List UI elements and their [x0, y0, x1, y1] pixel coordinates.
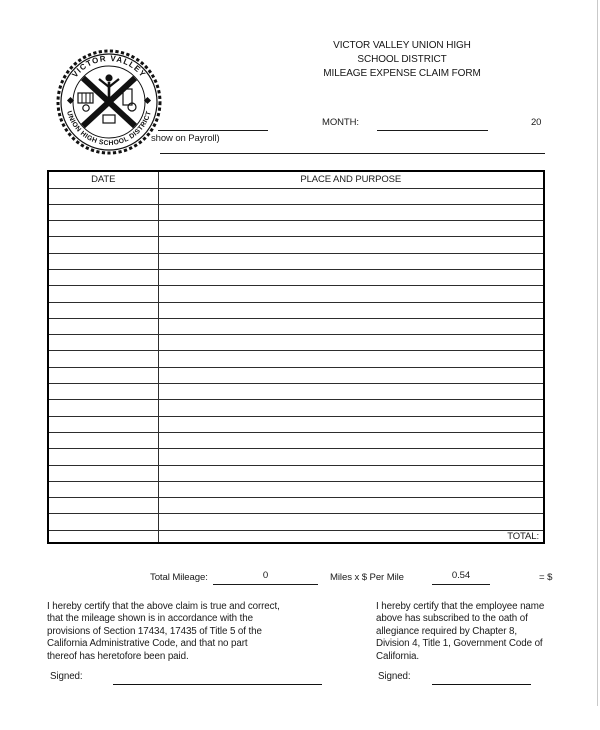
date-cell[interactable] — [48, 514, 158, 530]
table-row — [48, 367, 544, 383]
cert-left-line: I hereby certify that the above claim is true and correct, — [47, 601, 280, 612]
cert-left-line: thereof has heretofore been paid. — [47, 650, 189, 662]
cert-right-line: allegiance required by Chapter 8, — [376, 625, 518, 637]
supervisor-signature-field[interactable] — [432, 671, 531, 685]
place-cell[interactable] — [158, 221, 544, 237]
table-row — [48, 286, 544, 302]
place-cell[interactable] — [158, 465, 544, 481]
name-caption: show on Payroll) — [151, 133, 220, 144]
place-cell[interactable] — [158, 188, 544, 204]
date-cell[interactable] — [48, 351, 158, 367]
date-cell[interactable] — [48, 465, 158, 481]
certification-right — [376, 601, 574, 663]
mileage-table — [47, 170, 545, 544]
cert-right-line: Division 4, Title 1, Government Code of — [376, 638, 543, 650]
place-cell[interactable] — [158, 400, 544, 416]
seal-top-text: VICTOR VALLEY — [70, 53, 148, 80]
place-cell[interactable] — [158, 449, 544, 465]
place-cell[interactable] — [158, 335, 544, 351]
date-cell[interactable] — [48, 286, 158, 302]
table-row — [48, 384, 544, 400]
date-cell[interactable] — [48, 318, 158, 334]
place-cell[interactable] — [158, 237, 544, 253]
date-cell[interactable] — [48, 449, 158, 465]
signed-right-label: Signed: — [378, 671, 411, 682]
table-row — [48, 400, 544, 416]
date-cell[interactable] — [48, 384, 158, 400]
month-field[interactable] — [377, 117, 488, 131]
table-row — [48, 253, 544, 269]
place-cell[interactable] — [158, 481, 544, 497]
header-divider-rule — [160, 153, 545, 154]
page-edge-line — [597, 0, 598, 706]
table-row — [48, 481, 544, 497]
place-cell[interactable] — [158, 432, 544, 448]
total-mileage-field[interactable]: 0 — [213, 570, 318, 585]
cert-left-line: provisions of Section 17434, 17435 of Title 5 of the — [47, 625, 262, 637]
place-cell[interactable] — [158, 416, 544, 432]
district-seal — [55, 45, 163, 159]
table-header-row — [48, 171, 544, 188]
year-prefix: 20 — [531, 117, 542, 128]
totals-row — [0, 570, 600, 588]
employee-signature-field[interactable] — [113, 671, 322, 685]
table-row — [48, 432, 544, 448]
seal-bottom-text: UNION HIGH SCHOOL DISTRICT — [65, 110, 153, 148]
employee-name-field[interactable] — [158, 117, 268, 131]
date-cell[interactable] — [48, 269, 158, 285]
date-column-header: DATE — [48, 171, 158, 188]
date-cell[interactable] — [48, 481, 158, 497]
place-cell[interactable] — [158, 367, 544, 383]
place-cell[interactable] — [158, 384, 544, 400]
month-label: MONTH: — [322, 117, 359, 128]
table-row — [48, 269, 544, 285]
cert-right-line: above has subscribed to the oath of — [376, 613, 528, 625]
total-date-cell[interactable] — [48, 530, 158, 543]
place-cell[interactable] — [158, 286, 544, 302]
table-row — [48, 188, 544, 204]
rate-field[interactable]: 0.54 — [432, 570, 490, 585]
date-cell[interactable] — [48, 335, 158, 351]
table-row — [48, 449, 544, 465]
table-row — [48, 318, 544, 334]
table-row — [48, 465, 544, 481]
place-cell[interactable] — [158, 318, 544, 334]
header-line-3: MILEAGE EXPENSE CLAIM FORM — [323, 68, 481, 79]
signed-left-label: Signed: — [50, 671, 83, 682]
date-cell[interactable] — [48, 367, 158, 383]
date-cell[interactable] — [48, 188, 158, 204]
header-line-2: SCHOOL DISTRICT — [357, 54, 447, 65]
date-cell[interactable] — [48, 432, 158, 448]
date-cell[interactable] — [48, 400, 158, 416]
table-row — [48, 302, 544, 318]
certification-left — [47, 601, 339, 663]
date-cell[interactable] — [48, 302, 158, 318]
cert-left-line: California Administrative Code, and that no part — [47, 638, 248, 650]
cert-left-line: that the mileage shown is in accordance with the — [47, 613, 253, 625]
date-cell[interactable] — [48, 221, 158, 237]
table-row — [48, 351, 544, 367]
miles-rate-label: Miles x $ Per Mile — [330, 572, 404, 583]
place-column-header: PLACE AND PURPOSE — [158, 171, 544, 188]
table-row — [48, 416, 544, 432]
date-cell[interactable] — [48, 498, 158, 514]
header-line-1: VICTOR VALLEY UNION HIGH — [333, 40, 471, 51]
date-cell[interactable] — [48, 253, 158, 269]
date-cell[interactable] — [48, 204, 158, 220]
table-row — [48, 221, 544, 237]
equals-dollar-label: = $ — [539, 572, 553, 583]
table-row — [48, 204, 544, 220]
table-row — [48, 498, 544, 514]
total-row — [48, 530, 544, 543]
place-cell[interactable] — [158, 302, 544, 318]
date-cell[interactable] — [48, 416, 158, 432]
place-cell[interactable] — [158, 351, 544, 367]
total-label-cell: TOTAL: — [158, 530, 544, 543]
place-cell[interactable] — [158, 514, 544, 530]
place-cell[interactable] — [158, 498, 544, 514]
table-row — [48, 237, 544, 253]
place-cell[interactable] — [158, 269, 544, 285]
cert-right-line: California. — [376, 650, 420, 662]
table-row — [48, 335, 544, 351]
date-cell[interactable] — [48, 237, 158, 253]
form-header — [292, 39, 512, 81]
mileage-table-body — [48, 188, 544, 530]
place-cell[interactable] — [158, 204, 544, 220]
place-cell[interactable] — [158, 253, 544, 269]
cert-right-line: I hereby certify that the employee name — [376, 601, 545, 612]
table-row — [48, 514, 544, 530]
total-mileage-label: Total Mileage: — [150, 572, 208, 583]
seal-emblem — [78, 74, 136, 126]
